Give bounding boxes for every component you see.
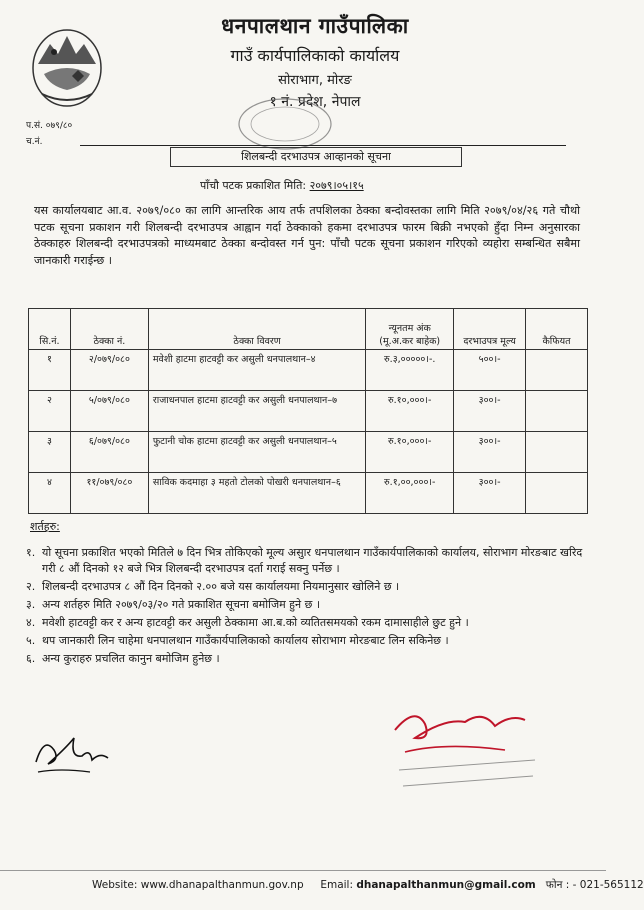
term-text: मवेशी हाटवट्टी कर र अन्य हाटवट्टी कर असुली ठेक्कामा आ.ब.को व्यतितसमयको रकम दामासाहीले छुट हुने । <box>42 616 469 629</box>
cell-tender-no: ११/०७९/०८० <box>70 473 148 514</box>
cell-min-amount: रु.३,०००००।-. <box>366 350 454 391</box>
org-name: धनपालथान गाउँपालिका <box>221 14 409 38</box>
term-text: अन्य कुराहरु प्रचलित कानुन बमोजिम हुनेछ । <box>42 652 220 665</box>
tender-table <box>28 308 588 514</box>
cell-sn: २ <box>29 391 71 432</box>
phone-number: 021-565112 <box>579 879 644 891</box>
cell-remarks <box>526 350 588 391</box>
header-form-price: दरभाउपत्र मूल्य <box>454 309 526 350</box>
phone-label: फोन : - <box>545 879 577 891</box>
term-number: ३. <box>26 598 36 611</box>
term-number: ६. <box>26 652 36 665</box>
office-name: गाउँ कार्यपालिकाको कार्यालय <box>230 46 400 65</box>
term-text: यो सूचना प्रकाशित भएको मितिले ७ दिन भित्र तोकिएको मूल्य असुार धनपालथान गाउँकार्यपालिकाको कार्यालय, सोराभाग मोरङबाट खरिद गरी ८ औं दिनको १२ बजे भित्र शिलबन्दी दरभाउपत्र दर्ता गराई सक्नु पर्नेछ । <box>42 546 583 575</box>
cell-form-price: ५००।- <box>454 350 526 391</box>
letter-number: प.सं. ०७९/८० <box>26 121 73 131</box>
term-item <box>26 579 586 595</box>
header-sn: सि.नं. <box>29 309 71 350</box>
email-label: Email: <box>320 879 354 891</box>
cell-description: मवेशी हाटमा हाटवट्टी कर असुली धनपालथान–४ <box>148 350 365 391</box>
cell-form-price: ३००।- <box>454 391 526 432</box>
cell-sn: ३ <box>29 432 71 473</box>
cell-min-amount: रु.१०,०००।- <box>366 432 454 473</box>
cell-tender-no: ६/०७९/०८० <box>70 432 148 473</box>
footer-contact <box>92 878 644 892</box>
cell-description: राजाधनपाल हाटमा हाटवट्टी कर असुली धनपालथान–७ <box>148 391 365 432</box>
term-item <box>26 651 586 667</box>
website-label: Website: <box>92 879 138 891</box>
office-location: सोराभाग, मोरङ <box>278 73 352 88</box>
term-item <box>26 545 586 577</box>
term-item <box>26 633 586 649</box>
cell-form-price: ३००।- <box>454 473 526 514</box>
nepal-emblem-icon <box>28 24 106 110</box>
table-header-row <box>29 309 588 350</box>
term-text: थप जानकारी लिन चाहेमा धनपालथान गाउँकार्यपालिकाको कार्यालय सोराभाग मोरङबाट लिन सकिनेछ । <box>42 634 449 647</box>
left-signature-icon <box>30 728 120 778</box>
cell-tender-no: ५/०७९/०८० <box>70 391 148 432</box>
header-min-amount-sub: (मू.अ.कर बाहेक) <box>379 336 441 347</box>
cell-description: साविक कदमाहा ३ महतो टोलको पोखरी धनपालथान–६ <box>148 473 365 514</box>
terms-heading: शर्तहरु: <box>30 520 60 533</box>
table-row <box>29 473 588 514</box>
office-seal-icon <box>235 96 335 152</box>
cell-remarks <box>526 432 588 473</box>
published-date: २०७९।०५।१५ <box>309 179 364 192</box>
footer-divider <box>0 870 606 871</box>
published-label: पाँचौ पटक प्रकाशित मिति: <box>200 179 307 192</box>
header-min-amount <box>366 309 454 350</box>
cell-description: फुटानी चोक हाटमा हाटवट्टी कर असुली धनपालथान–५ <box>148 432 365 473</box>
terms-list <box>26 545 586 669</box>
official-signature-stamp-icon <box>385 700 545 800</box>
dispatch-number: च.नं. <box>26 137 43 147</box>
notice-title: शिलबन्दी दरभाउपत्र आव्हानको सूचना <box>170 147 462 167</box>
notice-body: यस कार्यालयबाट आ.व. २०७९/०८० का लागि आन्तरिक आय तर्फ तपशिलका ठेक्का बन्दोवस्तका लागि मिति २०७९/०४/२६ गते चौथो पटक सूचना प्रकाशन गरी शिलबन्दी दरभाउपत्र आह्वान गर्दा ठेक्काको हकमा दरभाउपत्र फारम बिक्री नभएको हुँदा निम्न अनुसारका ठेक्काहरु शिलबन्दी दरभाउपत्रको माध्यमबाट ठेक्का बन्दोवस्त गर्न पुन: पाँचौ पटक सूचना प्रकाशन गरिएको व्यहोरा सम्बन्धित सबैमा जानकारी गराईन्छ । <box>34 204 580 267</box>
table-row <box>29 391 588 432</box>
header-min-amount-label: न्यूनतम अंक <box>388 323 431 334</box>
website-link[interactable]: www.dhanapalthanmun.gov.np <box>140 879 304 891</box>
term-number: २. <box>26 580 36 593</box>
cell-remarks <box>526 391 588 432</box>
cell-min-amount: रु.१०,०००।- <box>366 391 454 432</box>
term-text: शिलबन्दी दरभाउपत्र ८ औं दिन दिनको २.०० बजे यस कार्यालयमा नियमानुसार खोलिने छ । <box>42 580 400 593</box>
header-description: ठेक्का विवरण <box>148 309 365 350</box>
cell-sn: १ <box>29 350 71 391</box>
header-tender-no: ठेक्का नं. <box>70 309 148 350</box>
cell-sn: ४ <box>29 473 71 514</box>
header-remarks: कैफियत <box>526 309 588 350</box>
term-item <box>26 615 586 631</box>
table-row <box>29 432 588 473</box>
email-link[interactable]: dhanapalthanmun@gmail.com <box>356 879 536 891</box>
term-number: ४. <box>26 616 36 629</box>
term-text: अन्य शर्तहरु मिति २०७९/०३/२० गते प्रकाशित सूचना बमोजिम हुने छ । <box>42 598 320 611</box>
term-number: ५. <box>26 634 36 647</box>
cell-remarks <box>526 473 588 514</box>
term-item <box>26 597 586 613</box>
cell-form-price: ३००।- <box>454 432 526 473</box>
publication-line <box>200 178 364 193</box>
header-divider <box>80 145 566 146</box>
cell-min-amount: रु.१,००,०००।- <box>366 473 454 514</box>
table-row <box>29 350 588 391</box>
term-number: १. <box>26 546 36 559</box>
cell-tender-no: २/०७९/०८० <box>70 350 148 391</box>
office-province: १ नं. प्रदेश, नेपाल <box>269 94 361 110</box>
